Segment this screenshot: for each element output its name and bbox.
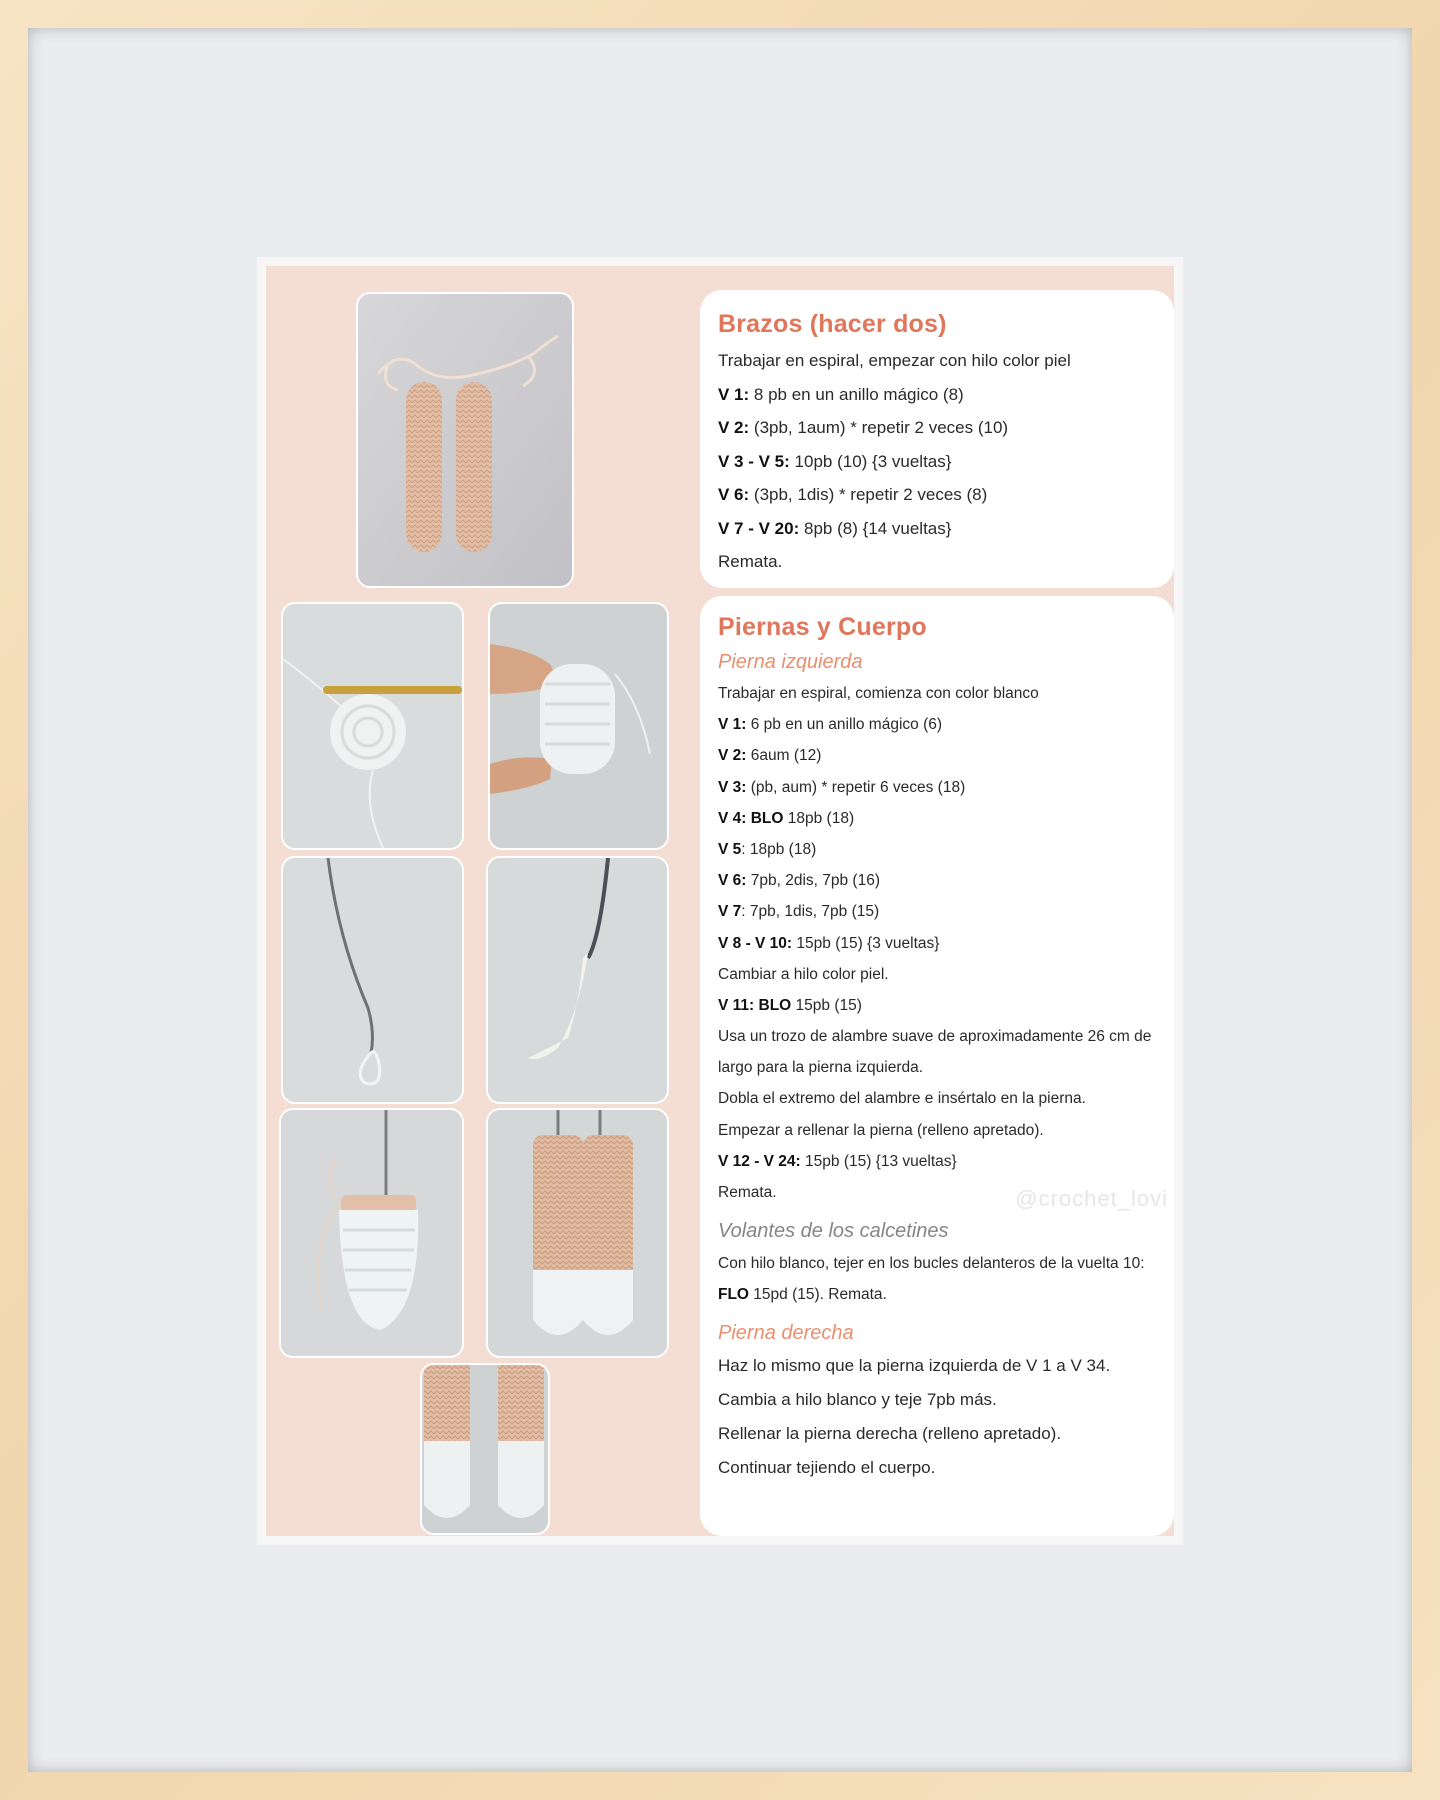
instruction-text: 15pb (15) {13 vueltas} xyxy=(800,1152,957,1170)
pattern-page-inner xyxy=(266,266,1174,1536)
instruction-line xyxy=(718,1349,1156,1383)
instruction-line xyxy=(718,865,1156,896)
instruction-text: Usa un trozo de alambre suave de aproximadamente 26 cm de xyxy=(718,1028,1152,1046)
instruction-text: : 18pb (18) xyxy=(741,840,817,858)
round-label: V 7 - V 20: xyxy=(718,518,800,538)
instruction-text: Empezar a rellenar la pierna (relleno apretado). xyxy=(718,1121,1044,1139)
instruction-text: 15pb (15) {3 vueltas} xyxy=(792,934,940,952)
instruction-line xyxy=(718,512,1156,546)
instruction-text: Haz lo mismo que la pierna izquierda de V 1 a V 34. xyxy=(718,1355,1111,1375)
instruction-line xyxy=(718,959,1156,990)
instruction-line xyxy=(718,1279,1156,1310)
arms-instructions xyxy=(718,344,1156,579)
instruction-text: Remata. xyxy=(718,552,783,571)
arms-card xyxy=(700,290,1174,588)
round-label: V 1: xyxy=(718,384,750,404)
instruction-line xyxy=(718,1021,1156,1052)
two-legs-bottom-photo xyxy=(420,1363,550,1535)
instruction-text: 8pb (8) {14 vueltas} xyxy=(799,518,952,538)
round-label: V 1: xyxy=(718,716,747,734)
instruction-line xyxy=(718,1383,1156,1417)
foot-in-hand-photo xyxy=(488,602,669,850)
round-label: V 6: xyxy=(718,872,747,890)
instruction-line xyxy=(718,1115,1156,1146)
instruction-line xyxy=(718,928,1156,959)
round-label: V 7 xyxy=(718,903,742,921)
right-leg-instructions xyxy=(718,1349,1156,1485)
instruction-line xyxy=(718,772,1156,803)
left-leg-subtitle: Pierna izquierda xyxy=(718,651,863,673)
instruction-text: 6aum (12) xyxy=(746,747,822,765)
instruction-line xyxy=(718,1248,1156,1279)
instruction-line xyxy=(718,411,1156,445)
magic-ring-photo xyxy=(281,602,464,850)
right-leg-subtitle: Pierna derecha xyxy=(718,1321,854,1344)
wire-wrapped-photo xyxy=(486,856,669,1104)
instruction-line xyxy=(718,344,1156,378)
instruction-line xyxy=(718,740,1156,771)
instruction-line xyxy=(718,445,1156,479)
instruction-text: 18pb (18) xyxy=(783,809,855,827)
instruction-line xyxy=(718,1451,1156,1485)
instruction-text: 15pb (15) xyxy=(791,996,862,1014)
instruction-line xyxy=(718,678,1156,709)
crochet-legs-icon xyxy=(422,1365,548,1533)
round-label: V 11: BLO xyxy=(718,996,792,1014)
round-label: FLO xyxy=(718,1286,749,1304)
instruction-text: largo para la pierna izquierda. xyxy=(718,1059,924,1077)
instruction-text: Trabajar en espiral, empezar con hilo color piel xyxy=(718,351,1071,370)
round-label: V 3 - V 5: xyxy=(718,451,790,471)
instruction-line xyxy=(718,1417,1156,1451)
instruction-text: (pb, aum) * repetir 6 veces (18) xyxy=(746,778,966,796)
round-label: V 2: xyxy=(718,418,750,437)
legs-card xyxy=(700,596,1174,1536)
instruction-text: (3pb, 1dis) * repetir 2 veces (8) xyxy=(749,485,988,504)
round-label: V 2: xyxy=(718,747,747,765)
instruction-text: 8 pb en un anillo mágico (8) xyxy=(749,384,964,404)
round-label: V 4: BLO xyxy=(718,809,784,827)
round-label: V 5 xyxy=(718,840,742,858)
instruction-line xyxy=(718,545,1156,579)
arms-photo xyxy=(356,292,574,588)
round-label: V 8 - V 10: xyxy=(718,934,793,952)
instruction-text: Remata. xyxy=(718,1184,777,1201)
crochet-foot-wire-icon xyxy=(281,1110,462,1356)
round-label: V 12 - V 24: xyxy=(718,1152,801,1170)
instruction-text: Rellenar la pierna derecha (relleno apretado). xyxy=(718,1423,1062,1443)
instruction-text: 10pb (10) {3 vueltas} xyxy=(789,451,952,471)
crochet-legs-wire-icon xyxy=(488,1110,667,1356)
round-label: V 6: xyxy=(718,485,750,504)
two-legs-wire-photo xyxy=(486,1108,669,1358)
instruction-line xyxy=(718,1052,1156,1083)
watermark: @crochet_lovi xyxy=(1015,1186,1168,1211)
instruction-text: 15pd (15). Remata. xyxy=(749,1286,887,1304)
instruction-text: 6 pb en un anillo mágico (6) xyxy=(746,716,943,734)
instruction-line xyxy=(718,834,1156,865)
crochet-circle-hook-icon xyxy=(283,604,462,848)
crochet-arms-icon xyxy=(358,294,572,586)
instruction-line xyxy=(718,709,1156,740)
crochet-foot-icon xyxy=(490,604,667,848)
sock-ruffles-subtitle: Volantes de los calcetines xyxy=(718,1220,949,1243)
instruction-text: 7pb, 2dis, 7pb (16) xyxy=(746,872,880,890)
instruction-text: : 7pb, 1dis, 7pb (15) xyxy=(741,903,880,921)
pattern-page xyxy=(257,257,1183,1545)
instruction-text: Cambiar a hilo color piel. xyxy=(718,965,889,983)
instruction-line xyxy=(718,478,1156,512)
instruction-text: Cambia a hilo blanco y teje 7pb más. xyxy=(718,1389,997,1409)
instruction-line xyxy=(718,1146,1156,1177)
wire-wrapped-icon xyxy=(488,858,667,1102)
instruction-line xyxy=(718,378,1156,412)
instruction-text: Continuar tejiendo el cuerpo. xyxy=(718,1457,936,1477)
round-label: V 3: xyxy=(718,778,747,796)
legs-title: Piernas y Cuerpo xyxy=(718,613,927,641)
wire-loop-icon xyxy=(283,858,462,1102)
instruction-text: Trabajar en espiral, comienza con color blanco xyxy=(718,685,1039,702)
instruction-line xyxy=(718,1083,1156,1114)
foot-on-wire-photo xyxy=(279,1108,464,1358)
sock-ruffles-instructions xyxy=(718,1248,1156,1310)
left-leg-instructions xyxy=(718,678,1156,1208)
instruction-line xyxy=(718,803,1156,834)
wire-loop-photo xyxy=(281,856,464,1104)
instruction-line xyxy=(718,990,1156,1021)
instruction-text: Dobla el extremo del alambre e insértalo en la pierna. xyxy=(718,1090,1086,1108)
instruction-line xyxy=(718,896,1156,927)
instruction-text: (3pb, 1aum) * repetir 2 veces (10) xyxy=(749,418,1009,437)
arms-title: Brazos (hacer dos) xyxy=(718,310,947,338)
instruction-text: Con hilo blanco, tejer en los bucles delanteros de la vuelta 10: xyxy=(718,1255,1145,1273)
